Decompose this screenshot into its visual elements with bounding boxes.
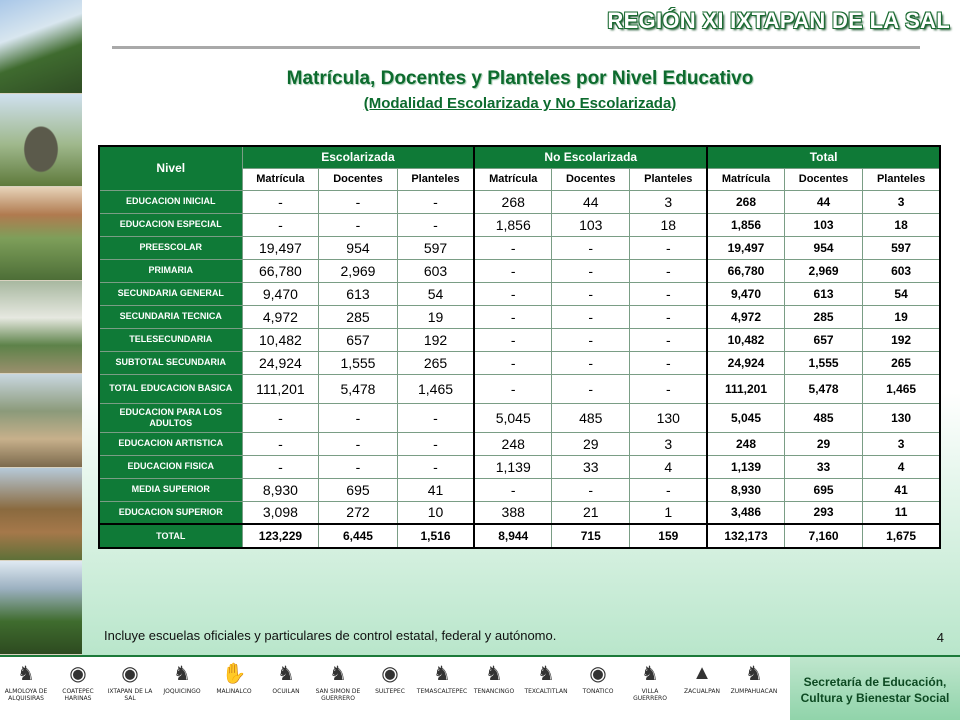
table-cell: 613	[319, 282, 397, 305]
municipality-emblem-icon: ♞	[17, 662, 35, 685]
page-number: 4	[936, 630, 944, 645]
table-cell: 603	[397, 259, 474, 282]
municipality-emblem-icon: ♞	[641, 662, 659, 685]
table-cell: -	[474, 328, 551, 351]
column-header: Matrícula	[707, 168, 784, 190]
hills-photo	[0, 561, 82, 655]
municipality-emblem-icon: ▲	[692, 661, 712, 684]
table-cell: 285	[319, 305, 397, 328]
table-cell: -	[552, 236, 630, 259]
table-cell: 18	[630, 213, 707, 236]
table-cell: -	[242, 403, 319, 432]
table-cell: -	[397, 190, 474, 213]
table-cell: 24,924	[707, 351, 784, 374]
table-cell: -	[397, 403, 474, 432]
row-label: MEDIA SUPERIOR	[99, 478, 242, 501]
table-cell: -	[630, 305, 707, 328]
mountain-photo	[0, 374, 82, 468]
municipality-emblem-icon: ◉	[69, 662, 87, 685]
municipality-name: IXTAPAN DE LA SAL	[107, 688, 153, 702]
column-header: Planteles	[630, 168, 707, 190]
table-cell: 66,780	[242, 259, 319, 282]
municipality-logo	[418, 659, 466, 695]
secretaria-box	[790, 657, 960, 720]
table-cell: 9,470	[242, 282, 319, 305]
table-cell: 3,486	[707, 501, 784, 524]
row-label: EDUCACION SUPERIOR	[99, 501, 242, 524]
table-cell: 265	[397, 351, 474, 374]
group-header-total: Total	[707, 146, 940, 168]
table-cell: 285	[784, 305, 862, 328]
municipality-logo	[366, 659, 414, 695]
footer-bar	[0, 655, 960, 720]
table-cell: -	[474, 478, 551, 501]
table-cell: 29	[784, 432, 862, 455]
table-cell: 19	[863, 305, 940, 328]
municipality-logo	[262, 659, 310, 695]
table-cell: 130	[630, 403, 707, 432]
municipality-emblem-icon: ◉	[381, 662, 399, 685]
table-cell: -	[474, 236, 551, 259]
table-cell: -	[552, 374, 630, 403]
row-label: SECUNDARIA GENERAL	[99, 282, 242, 305]
municipality-name: SAN SIMON DE GUERRERO	[315, 688, 361, 702]
column-header: Docentes	[319, 168, 397, 190]
table-cell: -	[552, 305, 630, 328]
table-cell: -	[630, 351, 707, 374]
table-cell: 5,045	[474, 403, 551, 432]
table-cell: 1,856	[474, 213, 551, 236]
table-cell: -	[552, 259, 630, 282]
row-label: EDUCACION ESPECIAL	[99, 213, 242, 236]
table-cell: -	[319, 455, 397, 478]
nivel-header: Nivel	[99, 146, 242, 190]
row-label: EDUCACION ARTISTICA	[99, 432, 242, 455]
table-cell: 4,972	[707, 305, 784, 328]
table-cell: 21	[552, 501, 630, 524]
table-cell: 159	[630, 524, 707, 548]
municipality-name: OCUILAN	[272, 688, 300, 695]
table-cell: 8,944	[474, 524, 551, 548]
table-cell: 657	[319, 328, 397, 351]
table-cell: 597	[863, 236, 940, 259]
table-cell: 248	[707, 432, 784, 455]
table-cell: -	[552, 351, 630, 374]
municipality-emblem-icon: ♞	[173, 662, 191, 685]
municipality-name: SULTEPEC	[375, 688, 405, 695]
secretaria-line2: Cultura y Bienestar Social	[800, 690, 950, 705]
table-cell: -	[242, 213, 319, 236]
row-label: EDUCACION PARA LOS ADULTOS	[99, 403, 242, 432]
education-table	[98, 145, 941, 549]
table-cell: 44	[552, 190, 630, 213]
table-cell: 3	[863, 432, 940, 455]
row-label: PRIMARIA	[99, 259, 242, 282]
municipality-logo	[522, 659, 570, 695]
table-cell: 695	[319, 478, 397, 501]
table-cell: 657	[784, 328, 862, 351]
table-cell: 111,201	[242, 374, 319, 403]
table-cell: 111,201	[707, 374, 784, 403]
municipality-emblem-icon: ♞	[329, 662, 347, 685]
column-header: Planteles	[863, 168, 940, 190]
table-cell: 3	[863, 190, 940, 213]
table-cell: 24,924	[242, 351, 319, 374]
table-cell: -	[630, 328, 707, 351]
table-cell: -	[474, 282, 551, 305]
table-cell: 7,160	[784, 524, 862, 548]
table-cell: -	[319, 403, 397, 432]
table-cell: 954	[784, 236, 862, 259]
table-cell: -	[630, 236, 707, 259]
table-cell: 2,969	[784, 259, 862, 282]
table-cell: 388	[474, 501, 551, 524]
municipality-name: VILLA GUERRERO	[633, 688, 667, 702]
table-cell: 10,482	[707, 328, 784, 351]
table-cell: 1,139	[474, 455, 551, 478]
table-cell: 3	[630, 432, 707, 455]
table-cell: 715	[552, 524, 630, 548]
municipality-name: TEMASCALTEPEC	[416, 688, 468, 695]
municipality-emblem-icon: ♞	[433, 662, 451, 685]
region-title: REGIÓN XI IXTAPAN DE LA SAL	[607, 8, 950, 33]
table-cell: 1	[630, 501, 707, 524]
table-row	[99, 501, 940, 524]
municipality-logo	[2, 659, 50, 702]
table-cell: -	[630, 478, 707, 501]
table-cell: 8,930	[242, 478, 319, 501]
table-cell: 33	[552, 455, 630, 478]
table-cell: 268	[707, 190, 784, 213]
table-cell: 3,098	[242, 501, 319, 524]
table-cell: -	[552, 478, 630, 501]
table-cell: 613	[784, 282, 862, 305]
table-row	[99, 432, 940, 455]
table-row	[99, 213, 940, 236]
table-cell: 103	[552, 213, 630, 236]
row-label: SUBTOTAL SECUNDARIA	[99, 351, 242, 374]
row-label: PREESCOLAR	[99, 236, 242, 259]
region-divider	[112, 46, 920, 49]
table-cell: 33	[784, 455, 862, 478]
table-cell: 10	[397, 501, 474, 524]
row-label: SECUNDARIA TECNICA	[99, 305, 242, 328]
table-cell: 54	[863, 282, 940, 305]
plaza-photo	[0, 281, 82, 375]
table-cell: 4	[630, 455, 707, 478]
municipality-logo	[470, 659, 518, 695]
municipality-emblem-icon: ◉	[121, 662, 139, 685]
row-label: EDUCACION FISICA	[99, 455, 242, 478]
municipality-emblem-icon: ♞	[485, 662, 503, 685]
table-cell: 5,478	[319, 374, 397, 403]
table-cell: -	[474, 374, 551, 403]
table-cell: 19,497	[242, 236, 319, 259]
table-cell: 695	[784, 478, 862, 501]
table-row	[99, 328, 940, 351]
table-cell: 268	[474, 190, 551, 213]
table-cell: 485	[552, 403, 630, 432]
landscape-photo	[0, 0, 82, 94]
table-cell: 265	[863, 351, 940, 374]
table-cell: 123,229	[242, 524, 319, 548]
table-row	[99, 236, 940, 259]
table-cell: 3	[630, 190, 707, 213]
table-cell: 954	[319, 236, 397, 259]
municipality-name: COATEPEC HARINAS	[62, 688, 94, 702]
table-cell: -	[397, 455, 474, 478]
table-cell: -	[630, 259, 707, 282]
municipality-logos	[0, 657, 790, 720]
column-header: Planteles	[397, 168, 474, 190]
total-row	[99, 524, 940, 548]
table-cell: 192	[397, 328, 474, 351]
column-header: Matrícula	[474, 168, 551, 190]
row-label: EDUCACION INICIAL	[99, 190, 242, 213]
table-row	[99, 305, 940, 328]
municipality-name: ZACUALPAN	[684, 688, 720, 695]
page-title: Matrícula, Docentes y Planteles por Nivel Educativo	[286, 68, 754, 89]
municipality-logo	[314, 659, 362, 702]
table-cell: 29	[552, 432, 630, 455]
table-cell: -	[630, 374, 707, 403]
column-header: Docentes	[784, 168, 862, 190]
group-header-escolarizada: Escolarizada	[242, 146, 474, 168]
table-row	[99, 455, 940, 478]
table-cell: -	[397, 213, 474, 236]
table-cell: 44	[784, 190, 862, 213]
table-cell: -	[474, 259, 551, 282]
municipality-emblem-icon: ♞	[745, 662, 763, 685]
table-cell: 10,482	[242, 328, 319, 351]
photo-strip	[0, 0, 82, 655]
valley-photo	[0, 468, 82, 562]
municipality-logo	[626, 659, 674, 702]
table-cell: 19	[397, 305, 474, 328]
table-cell: -	[474, 305, 551, 328]
table-cell: 2,969	[319, 259, 397, 282]
table-row	[99, 282, 940, 305]
table-cell: 1,856	[707, 213, 784, 236]
municipality-logo	[106, 659, 154, 702]
municipality-logo	[210, 659, 258, 695]
table-cell: 41	[863, 478, 940, 501]
table-cell: 248	[474, 432, 551, 455]
table-body	[99, 190, 940, 548]
column-header: Docentes	[552, 168, 630, 190]
municipality-logo	[158, 659, 206, 695]
table-row	[99, 259, 940, 282]
secretaria-line1: Secretaría de Educación,	[803, 674, 947, 689]
table-row	[99, 374, 940, 403]
table-cell: 1,465	[397, 374, 474, 403]
table-cell: 603	[863, 259, 940, 282]
table-cell: -	[242, 455, 319, 478]
table-cell: -	[397, 432, 474, 455]
table-cell: 1,555	[784, 351, 862, 374]
table-cell: 103	[784, 213, 862, 236]
page-subtitle: (Modalidad Escolarizada y No Escolarizada)	[363, 95, 677, 112]
table-row	[99, 351, 940, 374]
municipality-emblem-icon: ♞	[277, 662, 295, 685]
municipality-logo	[574, 659, 622, 695]
table-cell: 54	[397, 282, 474, 305]
table-cell: -	[319, 432, 397, 455]
table-cell: -	[242, 190, 319, 213]
municipality-name: MALINALCO	[216, 688, 252, 695]
table-cell: 293	[784, 501, 862, 524]
church-photo	[0, 187, 82, 281]
municipality-emblem-icon: ♞	[537, 662, 555, 685]
row-label: TOTAL	[99, 524, 242, 548]
table-cell: 132,173	[707, 524, 784, 548]
table-cell: -	[242, 432, 319, 455]
table-cell: 1,555	[319, 351, 397, 374]
table-cell: 18	[863, 213, 940, 236]
table-cell: 1,139	[707, 455, 784, 478]
table-cell: -	[319, 190, 397, 213]
table-cell: 272	[319, 501, 397, 524]
table-cell: 4,972	[242, 305, 319, 328]
table-row	[99, 190, 940, 213]
table-cell: 5,045	[707, 403, 784, 432]
municipality-logo	[54, 659, 102, 702]
municipality-logo	[730, 659, 778, 695]
municipality-emblem-icon: ◉	[589, 662, 607, 685]
footnote: Incluye escuelas oficiales y particulares de control estatal, federal y autónomo.	[104, 628, 557, 643]
municipality-logo	[678, 659, 726, 695]
table-cell: -	[630, 282, 707, 305]
municipality-name: TENANCINGO	[473, 688, 515, 695]
table-cell: 8,930	[707, 478, 784, 501]
table-cell: 5,478	[784, 374, 862, 403]
table-cell: 6,445	[319, 524, 397, 548]
municipality-name: TONATICO	[582, 688, 614, 695]
municipality-emblem-icon: ✋	[221, 662, 247, 685]
table-row	[99, 403, 940, 432]
column-header: Matrícula	[242, 168, 319, 190]
table-cell: -	[319, 213, 397, 236]
row-label: TOTAL EDUCACION BASICA	[99, 374, 242, 403]
municipality-name: JOQUICINGO	[163, 688, 201, 695]
table-cell: 1,465	[863, 374, 940, 403]
table-cell: 485	[784, 403, 862, 432]
rock-formation-photo	[0, 94, 82, 188]
municipality-name: ALMOLOYA DE ALQUISIRAS	[4, 688, 48, 702]
table-cell: -	[552, 282, 630, 305]
table-cell: -	[474, 351, 551, 374]
municipality-name: ZUMPAHUACAN	[730, 688, 778, 695]
municipality-name: TEXCALTITLAN	[524, 688, 568, 695]
table-cell: 19,497	[707, 236, 784, 259]
table-cell: 11	[863, 501, 940, 524]
table-cell: 9,470	[707, 282, 784, 305]
table-cell: 1,516	[397, 524, 474, 548]
table-cell: 66,780	[707, 259, 784, 282]
table-cell: 41	[397, 478, 474, 501]
table-cell: 130	[863, 403, 940, 432]
row-label: TELESECUNDARIA	[99, 328, 242, 351]
table-cell: 4	[863, 455, 940, 478]
table-cell: 192	[863, 328, 940, 351]
table-cell: 597	[397, 236, 474, 259]
table-cell: 1,675	[863, 524, 940, 548]
group-header-no-escolarizada: No Escolarizada	[474, 146, 707, 168]
table-row	[99, 478, 940, 501]
table-cell: -	[552, 328, 630, 351]
